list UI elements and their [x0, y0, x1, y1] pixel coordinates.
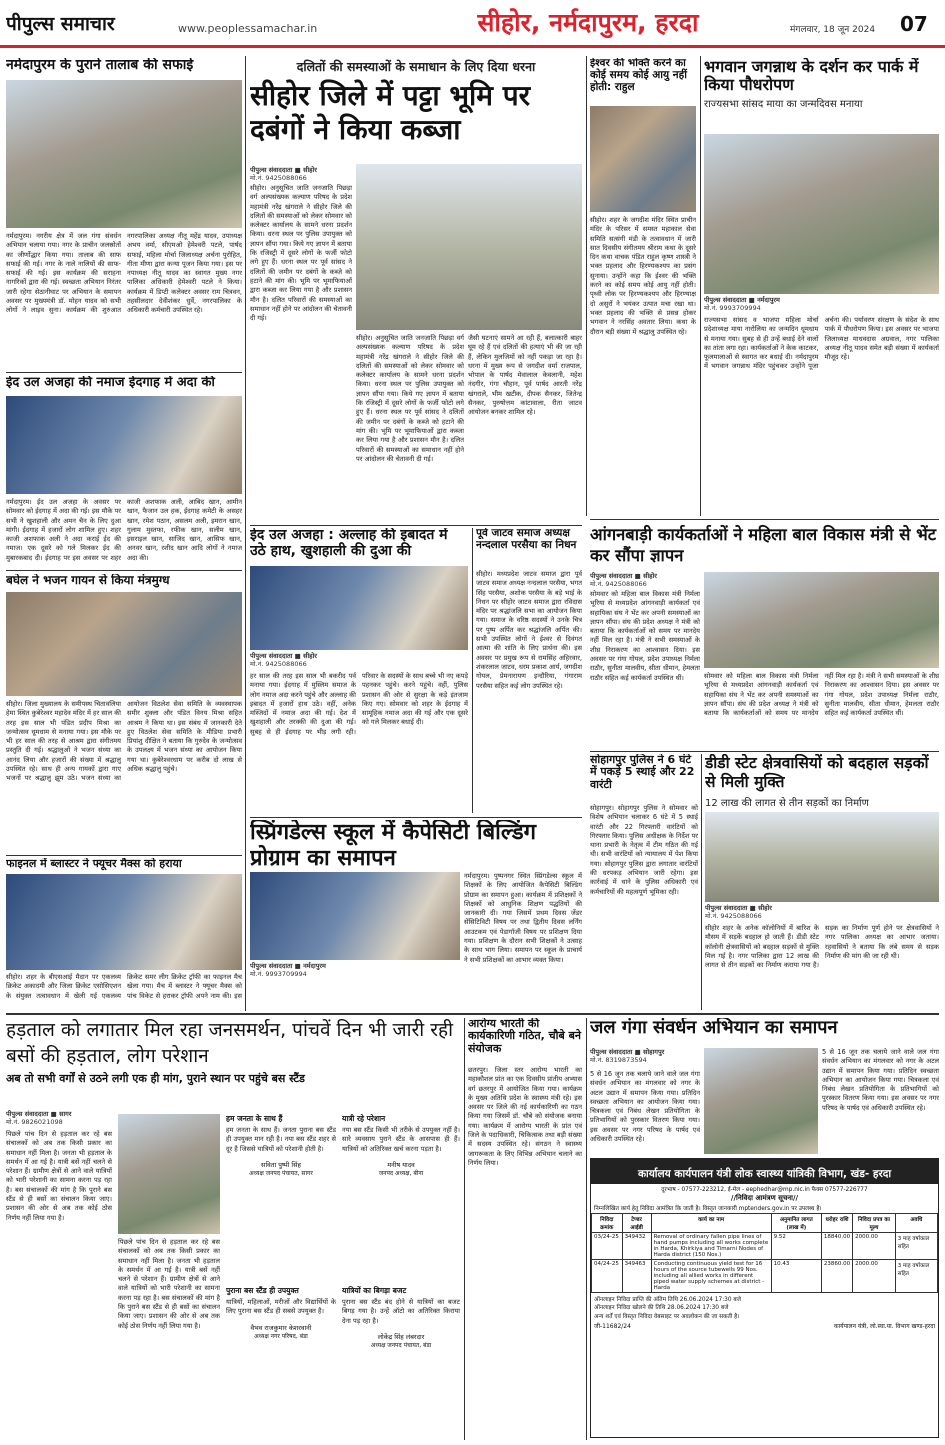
article-body: सीहोर शहर के अनेक कॉलोनियों में बारिश के मौसम में सड़कें बदहाल हो जाती हैं। डीडी स्टेट कॉलोनी क्षेत्रवासियों को बदहाल सड़कों से मुक्ति मिल गई है। नगर पालिका द्वारा 12 लाख की लागत से तीन सड़कों का निर्माण कराया गया है। सड़क का निर्माण पूर्ण होने पर क्षेत्रवासियों ने नगर पालिका अध्यक्ष का आभार जताया। रहवासियों ने बताया कि लंबे समय से सड़क निर्माण की मांग की जा रही थी। — [705, 924, 939, 970]
headline: डीडी स्टेट क्षेत्रवासियों को बदहाल सड़कों से मिली मुक्ति — [705, 754, 929, 792]
col-header: अनुमानित लागत (लाख में) — [771, 1214, 821, 1233]
photo — [250, 566, 468, 650]
date-line: मंगलवार, 18 जून 2024 — [790, 25, 876, 35]
article-sohagpur — [590, 754, 698, 1010]
quote-3 — [226, 1286, 336, 1436]
quote-role: अध्यक्ष नगर परिषद, बंडा — [254, 1332, 308, 1340]
article-body: राज्यसभा सांसद व भाजपा महिला मोर्चा प्रदेशाध्यक्ष माया नारोलिया का जन्मदिन धूमधाम से मनाया गया। सुबह से ही उन्हें बधाई देने वालों का तांता लगा रहा। कार्यकर्ताओं ने केक काटकर, फूलमालाओं से स्वागत कर बधाई दी। नर्मदापुरम में भगवान जगन्नाथ मंदिर पहुंचकर उन्होंने पूजा अर्चना की। पर्यावरण संरक्षण के संदेश के साथ पार्क में पौधरोपण किया। इस अवसर पर भाजपा जिलाध्यक्ष माधवदास अग्रवाल, नगर पालिका अध्यक्ष नीतू यादव समेत बड़ी संख्या में कार्यकर्ता मौजूद रहे। — [704, 316, 939, 371]
article-cricket — [6, 858, 242, 1010]
subtitle: राज्यसभा सांसद माया का जन्मदिवस मनाया — [704, 98, 863, 110]
quote-author: सविता पुष्पी सिंह — [261, 1160, 301, 1169]
subtitle: 12 लाख की लागत से तीन सड़कों का निर्माण — [705, 797, 869, 809]
article-dd-state — [705, 754, 939, 1010]
headline: पूर्व जाटव समाज अध्यक्ष नन्दलाल परसैया का निधन — [476, 528, 577, 551]
ad-code: जी-11682/24 — [594, 1323, 631, 1330]
quote-text: यात्रियों, महिलाओं, मरीजों और विद्यार्थियों के लिए पुराना बस स्टैंड ही सबसे उपयुक्त है। — [226, 1298, 336, 1316]
masthead — [0, 0, 945, 48]
table-row — [592, 1260, 938, 1293]
headline: ईद उल अजहा की नमाज ईदगाह में अदा की — [6, 376, 215, 390]
headline: बघेल ने भजन गायन से किया मंत्रमुग्ध — [6, 574, 170, 587]
byline: पीपुल्स संवाददाता ■ सीहोर — [590, 572, 657, 580]
ad-officer: कार्यपालन यंत्री, लो.स्वा.या. विभाग खण्ड-हरदा — [833, 1323, 935, 1330]
quote-text: नया बस स्टैंड किसी भी तरीके से उपयुक्त नहीं है। सारे व्यवसाय पुराने स्टैंड के आसपास ही हैं। यात्रियों को अतिरिक्त खर्च करना पड़ता है। — [342, 1126, 460, 1153]
cell: 349463 — [622, 1260, 651, 1293]
article-body: सीहोर। अनुसूचित जाति जनजाति पिछड़ा वर्ग अल्पसंख्यक कल्याण परिषद के प्रदेश महामंत्री नरेंद्र खंगराले ने सीहोर जिले की दलितों की समस्याओं को लेकर सोमवार को कलेक्टर कार्यालय के सामने धरना प्रदर्शन किया। धरना स्थल पर पुलिस उपायुक्त को ज्ञापन सौंपा गया। किये गए ज्ञापन में बताया कि रजिस्ट्री में दूसरे लोगों के फर्जी फोटो लगे हुए हैं। धरना स्थल पर पूर्व सांसद ने दलितों की जमीन पर दबंगों के कब्जे को हटाने की मांग की। भूमि पर भूमाफियाओं द्वारा कब्जा कर लिया गया है और प्रशासन मौन है। दलित परिवारों की समस्याओं का समाधान नहीं होने पर आंदोलन की चेतावनी दी गई। — [250, 184, 352, 323]
article-body-2: सीहोर। अनुसूचित जाति जनजाति पिछड़ा वर्ग अल्पसंख्यक कल्याण परिषद के प्रदेश महामंत्री नरेंद्र खंगराले ने सीहोर जिले की दलितों की समस्याओं को लेकर सोमवार को कलेक्टर कार्यालय के सामने धरना प्रदर्शन किया। धरना स्थल पर पुलिस उपायुक्त को ज्ञापन सौंपा गया। किये गए ज्ञापन में बताया कि रजिस्ट्री में दूसरे लोगों के फर्जी फोटो लगे हुए हैं। धरना स्थल पर पूर्व सांसद ने दलितों की जमीन पर दबंगों के कब्जे को हटाने की मांग की। भूमि पर भूमाफियाओं द्वारा कब्जा कर लिया गया है और प्रशासन मौन है। दलित परिवारों की समस्याओं का समाधान नहीं होने पर आंदोलन की चेतावनी दी गई। — [356, 334, 464, 463]
cell: 349432 — [622, 1233, 651, 1260]
cell: 3 माह वर्षाकाल सहित — [895, 1260, 937, 1293]
mobile: मो.नं. 9993709994 — [704, 304, 761, 312]
cell: 3 माह वर्षाकाल सहित — [895, 1233, 937, 1260]
mobile: मो.नं. 9425088066 — [705, 912, 762, 920]
article-body: छतरपुर। जिला स्तर आरोग्य भारती का महाकौशल प्रांत का एक दिवसीय प्रांतीय अभ्यास वर्ग छतरपुर में आयोजित किया गया। कार्यक्रम के मुख्य अतिथि प्रदेश के स्वास्थ्य मंत्री रहे। इस अवसर पर जिले की नई कार्यकारिणी का गठन किया गया जिसमें डॉ. चौबे को संयोजक बनाया गया। कार्यक्रम में आरोग्य भारती के प्रांत एवं जिले के पदाधिकारी, चिकित्सक तथा बड़ी संख्या में सदस्य उपस्थित रहे। संगठन ने स्वास्थ्य जागरूकता के लिए विभिन्न अभियान चलाने का निर्णय लिया। — [468, 1066, 582, 1167]
quote-text: हम जनता के साथ हैं। जनता पुराना बस स्टैंड ही उपयुक्त मान रही है। नया बस स्टैंड शहर से दूर है जिससे यात्रियों को परेशानी होती है। — [226, 1126, 336, 1153]
byline: पीपुल्स संवाददाता ■ सोहागपुर — [590, 1048, 665, 1056]
mobile: मो.नं. 8319873594 — [590, 1056, 647, 1064]
edition-title: सीहोर, नर्मदापुरम, हरदा — [477, 8, 699, 37]
quote-author: लोकेंद्र सिंह लंबरदार — [377, 1332, 425, 1341]
quote-author: मनीष यादव — [387, 1160, 415, 1169]
article-body-2: पिछले पांच दिन से हड़ताल कर रहे बस संचालकों को अब तक किसी प्रकार का समाधान नहीं मिला है। जनता भी हड़ताल के समर्थन में आ गई है। यात्री बसें नहीं चलने से परेशान हैं। ग्रामीण क्षेत्रों से आने वाले यात्रियों को भारी परेशानी का सामना करना पड़ रहा है। बस संचालकों की मांग है कि पुराने बस स्टैंड से ही बसों का संचालन किया जाए। प्रशासन की ओर से अब तक कोई ठोस निर्णय नहीं लिया गया है। — [118, 1238, 220, 1330]
subtitle: अब तो सभी वर्गों से उठने लगी एक ही मांग, पुराने स्थान पर पहुंचे बस स्टैंड — [6, 1072, 305, 1086]
photo — [704, 1048, 818, 1154]
article-body: पिछले पांच दिन से हड़ताल कर रहे बस संचालकों को अब तक किसी प्रकार का समाधान नहीं मिला है। जनता भी हड़ताल के समर्थन में आ गई है। यात्री बसें नहीं चलने से परेशान हैं। ग्रामीण क्षेत्रों से आने वाले यात्रियों को भारी परेशानी का सामना करना पड़ रहा है। बस संचालकों की मांग है कि पुराने बस स्टैंड से ही बसों का संचालन किया जाए। प्रशासन की ओर से अब तक कोई ठोस निर्णय नहीं लिया गया है। — [6, 1130, 112, 1222]
article-body: सीहोर। शहर के जगदीश मंदिर स्थित प्राचीन मंदिर के परिसर में समस्त महाकाल सेवा समिति सत्संगी मंडी के तत्वावधान में जारी सात दिवसीय संगीतमय श्रीराम कथा के दूसरे दिन कथा वाचक पंडित राहुल कृष्ण शास्त्री ने भक्त प्रहलाद और हिरण्यकश्यप का प्रसंग सुनाया। उन्होंने कहा कि ईश्वर की भक्ति करने का कोई समय कोई आयु नहीं होती। पृथ्वी लोक पर हिरण्यकश्यप और हिरण्याक्ष दो असुरों ने भयंकर उत्पात मचा रखा था। भक्त प्रहलाद की भक्ति से प्रसन्न होकर भगवान ने नरसिंह अवतार लिया। कथा के दौरान बड़ी संख्या में श्रद्धालु उपस्थित रहे। — [590, 216, 696, 336]
mobile: मो.नं. 9425088066 — [250, 174, 307, 182]
photo — [356, 164, 582, 330]
quote-author: वैभव राजकुमार केशरवानी — [250, 1323, 312, 1332]
headline: भगवान जगन्नाथ के दर्शन कर पार्क में किया पौधरोपण — [704, 58, 919, 94]
article-eid-sehore — [250, 528, 468, 813]
cell: 2000.00 — [853, 1260, 896, 1293]
ad-title: कार्यालय कार्यपालन यंत्री लोक स्वास्थ्य यांत्रिकी विभाग, खंड- हरदा — [637, 1168, 892, 1180]
headline: जल गंगा संवर्धन अभियान का समापन — [590, 1018, 838, 1038]
site-url[interactable]: www.peoplessamachar.in — [178, 22, 318, 35]
headline: नर्मदापुरम के पुराने तालाब की सफाई — [6, 58, 194, 73]
headline: फाइनल में ब्लास्टर ने फ्यूचर मैक्स को हराया — [6, 858, 182, 870]
ad-notice: //निविदा आमंत्रण सूचना// — [730, 1194, 799, 1202]
article-body-2: 5 से 16 जून तक चलाये जाने वाले जल गंगा संवर्धन अभियान का मंगलवार को नगर के अटल उद्यान में समापन किया गया। प्रतिदिन स्वच्छता अभियान का आयोजन किया गया। चित्रकला एवं निबंध लेखन प्रतियोगिता के प्रतिभागियों को पुरस्कार वितरण किया गया। इस अवसर पर नगर परिषद के पार्षद एवं अधिकारी उपस्थित रहे। — [822, 1048, 939, 1112]
quote-role: अध्यक्ष जनपद पंचायत, सागर — [249, 1169, 313, 1177]
cell: 04/24-25 — [592, 1260, 623, 1293]
quote-text: पुराना बस स्टैंड बंद होने से यात्रियों का बजट बिगड़ गया है। उन्हें ऑटो का अतिरिक्त किराया देना पड़ रहा है। — [342, 1298, 460, 1325]
quote-role: जनपद अध्यक्ष, बीना — [378, 1169, 424, 1177]
article-jal-ganga — [590, 1018, 939, 1154]
headline: आरोग्य भारती की कार्यकारिणी गठित, चौबे बने संयोजक — [468, 1018, 581, 1055]
col-header: धरोहर राशि — [821, 1214, 852, 1233]
article-eid-narmadapuram — [6, 376, 242, 566]
article-springdales — [250, 820, 582, 1010]
cell: 03/24-25 — [592, 1233, 623, 1260]
cell: 2000.00 — [853, 1233, 896, 1260]
cell: Conducting continuous yield test for 16 hours of the source tubewells 99 Nos. including all allied works in different piped water supply schemes at district - Harda — [651, 1260, 771, 1293]
ad-contact[interactable]: दूरभाष - 07577-223212, ई-मेल - eephedhar@mp.nic.in फैक्स 07577-226777 — [661, 1187, 868, 1193]
headline: आंगनबाड़ी कार्यकर्ताओं ने महिला बाल विकास मंत्री से भेंट कर सौंपा ज्ञापन — [590, 525, 937, 566]
article-body: सोहागपुर। सोहागपुर पुलिस ने सोमवार को विशेष अभियान चलाकर 6 घंटे में 5 स्थाई वारंटी और 22 गिरफ्तारी वारंटियों को गिरफ्तार किया। पुलिस अधीक्षक के निर्देश पर थाना प्रभारी के नेतृत्व में टीम गठित की गई थी। सभी वारंटियों को न्यायालय में पेश किया गया। सोहागपुर पुलिस द्वारा लगातार वारंटियों की धरपकड़ अभियान जारी रहेगा। इस कार्रवाई में थाने के पुलिस अधिकारी एवं कर्मचारियों की महत्वपूर्ण भूमिका रही। — [590, 804, 698, 896]
quote-4 — [342, 1286, 460, 1436]
byline: पीपुल्स संवाददाता ■ सीहोर — [250, 166, 317, 174]
article-bhajan — [6, 574, 242, 852]
logo — [6, 10, 181, 40]
col-header: निविदा क्रमांक — [592, 1214, 623, 1233]
photo — [704, 134, 939, 294]
ad-date-2: ऑनलाइन निविदा खोलने की तिथि 28.06.2024 17:30 बजे — [594, 1305, 729, 1311]
photo — [6, 80, 242, 228]
article-talab — [6, 58, 242, 370]
photo — [704, 572, 939, 668]
article-body: सोमवार को महिला बाल विकास मंत्री निर्मला भूरिया से मध्यप्रदेश आंगनवाड़ी कार्यकर्ता एवं सहायिका संघ ने भेंट कर अपनी समस्याओं का ज्ञापन सौंपा। संघ की प्रदेश अध्यक्ष ने मंत्री को बताया कि कार्यकर्ताओं को समय पर मानदेय नहीं मिल रहा है। मंत्री ने सभी समस्याओं के शीघ्र निराकरण का आश्वासन दिया। इस अवसर पर गंगा गोयल, प्रदेश उपाध्यक्ष निर्मला राठौर, सुनीता मालवीय, सीता धीमान, हेमलता राठौर सहित कई कार्यकर्ता उपस्थित थीं। — [590, 590, 700, 682]
article-body-2: सोमवार को महिला बाल विकास मंत्री निर्मला भूरिया से मध्यप्रदेश आंगनवाड़ी कार्यकर्ता एवं सहायिका संघ ने भेंट कर अपनी समस्याओं का ज्ञापन सौंपा। संघ की प्रदेश अध्यक्ष ने मंत्री को बताया कि कार्यकर्ताओं को समय पर मानदेय नहीं मिल रहा है। मंत्री ने सभी समस्याओं के शीघ्र निराकरण का आश्वासन दिया। इस अवसर पर गंगा गोयल, प्रदेश उपाध्यक्ष निर्मला राठौर, सुनीता मालवीय, सीता धीमान, हेमलता राठौर सहित कई कार्यकर्ता उपस्थित थीं। — [704, 672, 939, 718]
cell: Removal of ordinary fallen pipe lines of hand pumps including all works complete in Harda, Khirkiya and Timarni Nodes of Harda district (150 Nos.) — [651, 1233, 771, 1260]
quote-heading: हम जनता के साथ हैं — [226, 1114, 283, 1123]
headline: सोहागपुर पुलिस ने 6 घंटे में पकड़े 5 स्थाई और 22 वारंटी — [590, 754, 695, 791]
article-body-3: जैसी घटनाएं सामने आ रही हैं, बलात्कारी बाहर घूम रहे हैं एवं दलितों की हत्याएं भी की जा रही हैं, लेकिन मुलजिमों को नहीं पकड़ा जा रहा है। धरना में मुख्य रूप से जगदीश वर्मा राजपाल, भोपाल के पार्षद मेवालाल केवलानी, महेश नंदगीर, गंगा चौहान, पूर्व पार्षद आरती नरेंद्र खंगराले, भीम खटीक, दीपक सैनकर, जितेन्द्र सैनकर, पुरुषोत्तम कांटावाला, रीता जाटव आयोजन बनकर शामिल रहे। — [468, 334, 582, 417]
quote-2 — [342, 1114, 460, 1264]
mobile: मो.नं. 9826021098 — [6, 1118, 63, 1126]
article-ishwar — [590, 58, 696, 516]
headline: सीहोर जिले में पट्टा भूमि पर दबंगों ने किया कब्जा — [250, 79, 531, 146]
article-anganwadi — [590, 524, 939, 748]
article-body: सीहोर। शहर के बीएसआई मैदान पर एकलव्य क्रिकेट अकादमी और जिला क्रिकेट एसोसिएशन के संयुक्त तत्वावधान में खेली गई एकलव्य क्रिकेट समर लीग क्रिकेट ट्रॉफी का फाइनल मैच खेला गया। मैच में ब्लास्टर ने फ्यूचर मैक्स को पांच विकेट से हराकर ट्रॉफी अपने नाम की। इस — [6, 973, 242, 1000]
article-body: सीहोर। मध्यप्रदेश जाटव समाज द्वारा पूर्व जाटव समाज अध्यक्ष नन्दलाल परसैया, भगत सिंह परसैया, अशोक परसैया के बड़े भाई के निधन पर सीहोर जाटव समाज द्वारा रविदास मंदिर पर श्रद्धांजलि सभा का आयोजन किया गया। समाज के वरिष्ठ सदस्यों ने उनके चित्र पर पुष्प अर्पित कर श्रद्धांजलि अर्पित की। सभी उपस्थित लोगों ने ईश्वर से दिवंगत आत्मा की शांति के लिए प्रार्थना की। इस अवसर पर प्रमुख रूप से रामसिंह अहिरवार, शंकरलाल जाटव, धरम प्रकाश आर्य, जगदीश गोयल, प्रेमनारायण इन्दौरिया, गंगाराम परसैया सहित कई लोग उपस्थित रहे। — [476, 570, 582, 690]
photo — [6, 874, 242, 970]
col-header: निविदा प्रपत्र का मूल्य — [853, 1214, 896, 1233]
byline: पीपुल्स संवाददाता ■ नर्मदापुरम — [250, 962, 326, 970]
article-body: नर्मदापुरम। ईद उल अजहा के अवसर पर सोमवार को ईदगाह में अदा की गई। इस मौके पर सभी ने खुशहाली और अमन चैन के लिए दुआ मांगी। ईदगाह में हजारों लोग शामिल हुए। शहर काजी अशफाक अली ने अदा कराई ईद की नमाज। एक दूसरे को गले मिलकर ईद की मुबारकबाद दी। ईदगाह पर इस अवसर पर शहर काजी अशफाक अली, आबिद खान, आमीन खान, फैजान उल हक, ईदगाह कमेटी के असहर खान, रमेश पठान, असलम अली, इमरान खान, गुलाम मुस्तफा, रफीक खान, सलीम खान, इसराइल खान, साजिद खान, आसिफ खान, अनवर खान, रशीद खान आदि लोगों ने नमाज अदा की। — [6, 498, 242, 562]
byline: पीपुल्स संवाददाता ■ सीहोर — [250, 652, 317, 660]
edition-banner — [398, 2, 778, 42]
col-header: अवधि — [895, 1214, 937, 1233]
photo — [590, 106, 696, 212]
article-bus-strike — [6, 1018, 460, 1440]
quote-heading: यात्री रहे परेशान — [342, 1114, 386, 1123]
byline: पीपुल्स संवाददाता ■ सीहोर — [705, 904, 772, 912]
article-lead — [250, 58, 582, 522]
headline: स्प्रिंगडेल्स स्कूल में कैपेसिटी बिल्डिंग प्रोग्राम का समापन — [250, 820, 537, 872]
article-body: सीहोर। जिला मुख्यालय के समीपस्थ चितावलिया हेमा स्थित कुबेरेश्वर महादेव मंदिर में हर साल की तरह इस साल भी पंडित प्रदीप मिश्रा का जन्मोत्सव धूमधाम से मनाया गया। इस मौके पर भी हर साल की तरह से आश्रम द्वारा संगीतमय प्रस्तुति दी गई। श्रद्धालुओं ने भजन संध्या का आनंद लिया और हजारों की संख्या में श्रद्धालु उपस्थित रहे। साथ ही अन्य गायकों द्वारा गाए भजनों पर श्रद्धालु झूम उठे। भजन संध्या का आयोजन विठलेश सेवा समिति के व्यवस्थापक समीर शुक्ला और पंडित विनय मिश्रा सहित आश्रम ने किया था। इस संबंध में जानकारी देते हुए विठलेश सेवा समिति के मीडिया प्रभारी प्रियांशु दीक्षित ने बताया कि गुरुदेव के जन्मोत्सव के उपलक्ष्य में भजन संध्या का आयोजन किया गया था। कुबेरेश्वरधाम पर करीब दो लाख से अधिक श्रद्धालु पहुंचे। — [6, 700, 242, 783]
article-body: हर साल की तरह इस साल भी बकरीद पर्व मनाया गया। ईदगाह में मुस्लिम समाज के लोग नमाज अदा करने पहुंचे और अल्लाह की इबादत में हजारों हाथ उठे। वहीं, अनेक मस्जिदों में नमाज अदा की गई। देश में खुशहाली और तरक्की की दुआ की गई। सुबह से ही ईदगाह पर भीड़ लगी रही। परिवार के सदस्यों के साथ बच्चे भी नए कपड़े पहनकर पहुंचे। करने पहुंचे। वहीं, पुलिस प्रशासन की ओर से सुरक्षा के कड़े इंतजाम किए गए। सोमवार को शहर के ईदगाह में सामूहिक नमाज अदा की गई और एक दूसरे को गले मिलकर बधाई दी। — [250, 672, 468, 736]
headline: हड़ताल को लगातार मिल रहा जनसमर्थन, पांचवें दिन भी जारी रही बसों की हड़ताल, लोग परेशान — [6, 1019, 454, 1067]
photo — [6, 592, 242, 696]
headline: ईद उल अजहा : अल्लाह की इबादत में उठे हाथ, खुशहाली की दुआ की — [250, 528, 448, 559]
logo-text: पीपुल्स समाचार — [6, 13, 115, 35]
article-jagannath — [704, 58, 939, 516]
ad-footer: अन्य शर्तें एवं विस्तृत निविदा वेबसाइट पर अवलोकन की जा सकती है। — [594, 1314, 740, 1320]
cell: 23860.00 — [821, 1260, 852, 1293]
quote-role: अध्यक्ष जनपद पंचायत, बंडा — [370, 1341, 432, 1349]
byline: पीपुल्स संवाददाता ■ नर्मदापुरम — [704, 296, 780, 304]
photo — [705, 812, 939, 902]
cell: 9.52 — [771, 1233, 821, 1260]
article-arogya — [468, 1018, 582, 1440]
article-body: नर्मदापुरम। पुष्पनगर स्थित स्प्रिंगडेल्स स्कूल में शिक्षकों के लिए आयोजित कैपेसिटी बिल्डिंग प्रोग्राम का समापन हुआ। कार्यक्रम में प्रशिक्षकों ने शिक्षकों को आधुनिक शिक्षण पद्धतियों की जानकारी दी। गया जिसमें प्रथम दिवस जेंडर सेंसिटिविटी विषय पर तथा द्वितीय दिवस लर्निंग आउटकम एवं पेडागॉजी विषय पर प्रशिक्षण दिया गया। प्रशिक्षण के दौरान सभी शिक्षकों ने उत्साह के साथ भाग लिया। समापन पर स्कूल के प्राचार्य ने सभी प्रशिक्षकों का आभार व्यक्त किया। — [464, 872, 582, 964]
article-body: नर्मदापुरम। नगरीय क्षेत्र में जल गंगा संवर्धन अभियान चलाया गया। नगर के प्राचीन जलस्रोतों का जीर्णोद्धार किया गया। तालाब की साफ सफाई की गई। नगर के नाले नालियों की साफ-सफाई की गई। इस कार्यक्रम की सराहना नागरिकों द्वारा की गई। स्वच्छता अभियान निरंतर जारी रहेगा सेठानीघाट पर अभियान के समापन अवसर पर मुख्यमंत्री डॉ. मोहन यादव को सभी लोगों ने लाइव सुना। कार्यक्रम की शुरुआत नगरपालिका अध्यक्ष नीतू महेंद्र यादव, उपाध्यक्ष अभय वर्मा, सीएमओ हेमेश्वरी पटले, पार्षद सफाई, महिला मोर्चा जिलाध्यक्ष अर्चना पुरोहित, गीता मीणा द्वारा कन्या पूजन किया गया। इस पर नपाध्यक्ष नीतू यादव का स्वागत मुख्य नगर पालिका अधिकारी हेमेश्वरी पटले ने किया। कार्यक्रम में डिप्टी कलेक्टर अवसर राम चित्रवन, तहसीलदार देवीशंकर धुर्वे, नगरपालिका के अधिकारी कर्मचारी उपस्थित रहे। — [6, 232, 242, 315]
mobile: मो.नं. 9425088066 — [250, 660, 307, 668]
tender-ad — [590, 1158, 939, 1438]
cell: 10.43 — [771, 1260, 821, 1293]
article-jatav — [476, 528, 582, 813]
table-header — [592, 1214, 938, 1233]
ad-date-1: ऑनलाइन निविदा प्राप्ति की अंतिम तिथि 26.06.2024 17:30 बजे — [594, 1297, 741, 1303]
table-row — [592, 1233, 938, 1260]
tender-table — [591, 1213, 938, 1293]
quote-heading: यात्रियों का बिगड़ा बजट — [342, 1286, 407, 1295]
kicker: दलितों की समस्याओं के समाधान के लिए दिया धरना — [296, 59, 536, 74]
photo — [6, 396, 242, 494]
byline: पीपुल्स संवाददाता ■ सागर — [6, 1110, 72, 1118]
article-body: 5 से 16 जून तक चलाये जाने वाले जल गंगा संवर्धन अभियान का मंगलवार को नगर के अटल उद्यान में समापन किया गया। प्रतिदिन स्वच्छता अभियान का आयोजन किया गया। चित्रकला एवं निबंध लेखन प्रतियोगिता के प्रतिभागियों को पुरस्कार वितरण किया गया। इस अवसर पर नगर परिषद के पार्षद एवं अधिकारी उपस्थित रहे। — [590, 1070, 700, 1144]
page-number: 07 — [900, 12, 928, 36]
cell: 18840.00 — [821, 1233, 852, 1260]
mobile: मो.नं. 9425088066 — [590, 580, 647, 588]
photo — [250, 872, 460, 960]
col-header: कार्य का नाम — [651, 1214, 771, 1233]
headline: ईश्वर की भक्ति करने का कोई समय कोई आयु नहीं होती: राहुल — [590, 58, 687, 93]
mobile: मो.नं. 9993709994 — [250, 970, 307, 978]
col-header: टेण्डर आईडी — [622, 1214, 651, 1233]
ad-intro: निम्नलिखित कार्य हेतु निविदा आमंत्रित कि जाती है। विस्तृत जानकारी mptenders.gov.in पर उपलब्ध है। — [594, 1206, 822, 1212]
quote-heading: पुराना बस स्टैंड ही उपयुक्त — [226, 1286, 299, 1295]
quote-1 — [226, 1114, 336, 1264]
photo-grid — [118, 1114, 220, 1234]
